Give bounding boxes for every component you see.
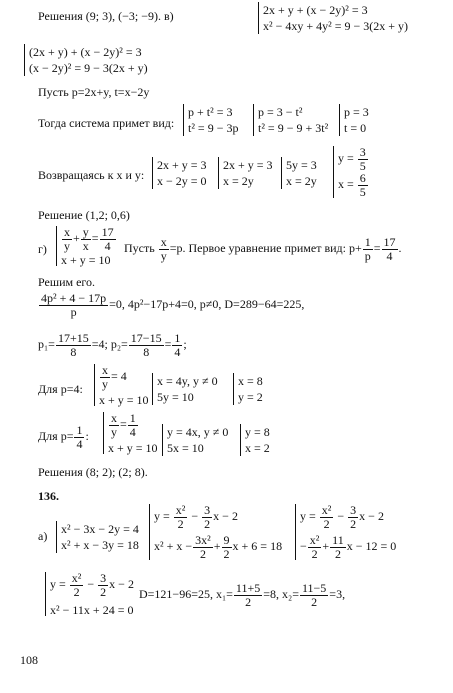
eq: − $\frac{\text{x²}}{2}$ + $\frac{11}{2}$ x − 12 = 0 [300,533,397,561]
solve-it-text: Решим его. [38,275,96,289]
system-a-2 [149,504,282,560]
system-a-3 [295,504,396,560]
system-xy-2 [218,157,273,189]
system-a-original [56,521,139,553]
system-pt-1 [183,104,238,136]
eq: 5y = 3 [286,158,317,172]
system-xy-1 [152,157,207,189]
eq: 5x = 10 [167,441,204,456]
case-p14-label: Для p= $\frac{1}{4}$ : [38,423,89,451]
eq: x = $\frac{6}{5}$ [338,171,366,199]
case-p4-label: Для p=4: [38,382,83,396]
eq: x = 8 [238,374,263,388]
let-text: Пусть $\frac{x}{y}$ =p. Первое уравнение примет вид: p+ $\frac{1}{p}$ = $\frac{17}{4}$ . [124,235,402,263]
answers-text: Решения (8; 2); (2; 8). [38,465,148,479]
solution-text: Решение (1,2; 0,6) [38,208,130,222]
eq: (2x + y) + (x − 2y)² = 3 [29,45,142,59]
eq: t² = 9 − 9 + 3t² [258,121,329,136]
eq: x = 2y [223,174,254,189]
eq: (x − 2y)² = 9 − 3(2x + y) [29,61,148,76]
eq: x = 2 [245,441,270,456]
system-p4-1 [94,364,149,406]
system-xy-3 [281,157,317,189]
system-v-original [258,2,408,34]
eq: $\frac{x}{y}$ = $\frac{1}{4}$ [111,411,136,439]
eq: 2x + y = 3 [223,158,273,172]
eq: y = 8 [245,425,270,439]
system-regrouped [24,44,148,76]
eq: $\frac{x}{y}$ + $\frac{y}{x}$ = $\frac{17}{4}$ [64,225,114,253]
discriminant-line: D=121−96=25, x₁= $\frac{11+5}{2}$ =8, x₂= $\frac{11-5}{2}$ =3, [139,581,346,609]
eq: p + t² = 3 [188,105,233,119]
system-xy-4 [333,146,369,198]
system-g [56,226,117,266]
eq: t² = 9 − 3p [188,121,239,136]
problem-number: 136. [38,489,59,503]
system-pt-2 [253,104,328,136]
eq: y = $\frac{3}{5}$ [338,145,366,173]
eq: y = $\frac{\text{x²}}{2}$ − $\frac{3}{2}$ x − 2 [50,571,134,599]
eq: 2x + y + (x − 2y)² = 3 [263,3,368,17]
roots-line: p₁= $\frac{17+15}{8}$ =4; p₂= $\frac{17-15}{8}$ = $\frac{1}{4}$ ; [38,331,187,359]
page-number: 108 [20,653,38,667]
system-p14-2 [162,424,228,456]
eq: y = $\frac{\text{x²}}{2}$ − $\frac{3}{2}$ x − 2 [300,503,384,531]
eq: y = 2 [238,390,263,405]
system-p4-2 [152,373,218,405]
eq: 2x + y = 3 [157,158,207,172]
solutions-line: Решения (9; 3), (−3; −9). в) [38,9,174,23]
system-pt-3 [339,104,369,136]
eq: x + y = 10 [108,441,158,456]
eq: x² − 4xy + 4y² = 9 − 3(2x + y) [263,19,409,34]
eq: x² − 11x + 24 = 0 [50,603,134,618]
eq: x = 2y [286,174,317,189]
eq: x² − 3x − 2y = 4 [61,522,139,536]
eq: x² + x − 3y = 18 [61,538,139,553]
item-a-label: а) [38,529,48,543]
return-text: Возвращаясь к x и y: [38,168,145,182]
eq: y = 4x, y ≠ 0 [167,425,229,439]
eq: $\frac{x}{y}$ = 4 [102,363,127,391]
system-form-text: Тогда система примет вид: [38,116,175,130]
eq: p = 3 [344,105,369,119]
eq: p = 3 − t² [258,105,303,119]
eq: t = 0 [344,121,367,136]
eq: x² + x − $\frac{\text{3x²}}{2}$ + $\frac{9}{2}$ x + 6 = 18 [154,533,283,561]
system-a-final [45,572,134,616]
eq: 5y = 10 [157,390,194,405]
system-p14-1 [103,412,158,454]
eq: x + y = 10 [99,393,149,408]
substitution-text: Пусть p=2x+y, t=x−2y [38,85,150,99]
eq: x = 4y, y ≠ 0 [157,374,218,388]
eq: x + y = 10 [61,253,111,268]
eq: y = $\frac{\text{x²}}{2}$ − $\frac{3}{2}$ x − 2 [154,503,238,531]
eq: x − 2y = 0 [157,174,207,189]
system-p4-3 [233,373,263,405]
system-p14-3 [240,424,270,456]
item-g-label: г) [38,242,47,256]
equation-line: $\frac{\text{4p² + 4 − 17p}}{p}$ =0, 4p²−17p+4=0, p≠0, D=289−64=225, [41,291,305,319]
